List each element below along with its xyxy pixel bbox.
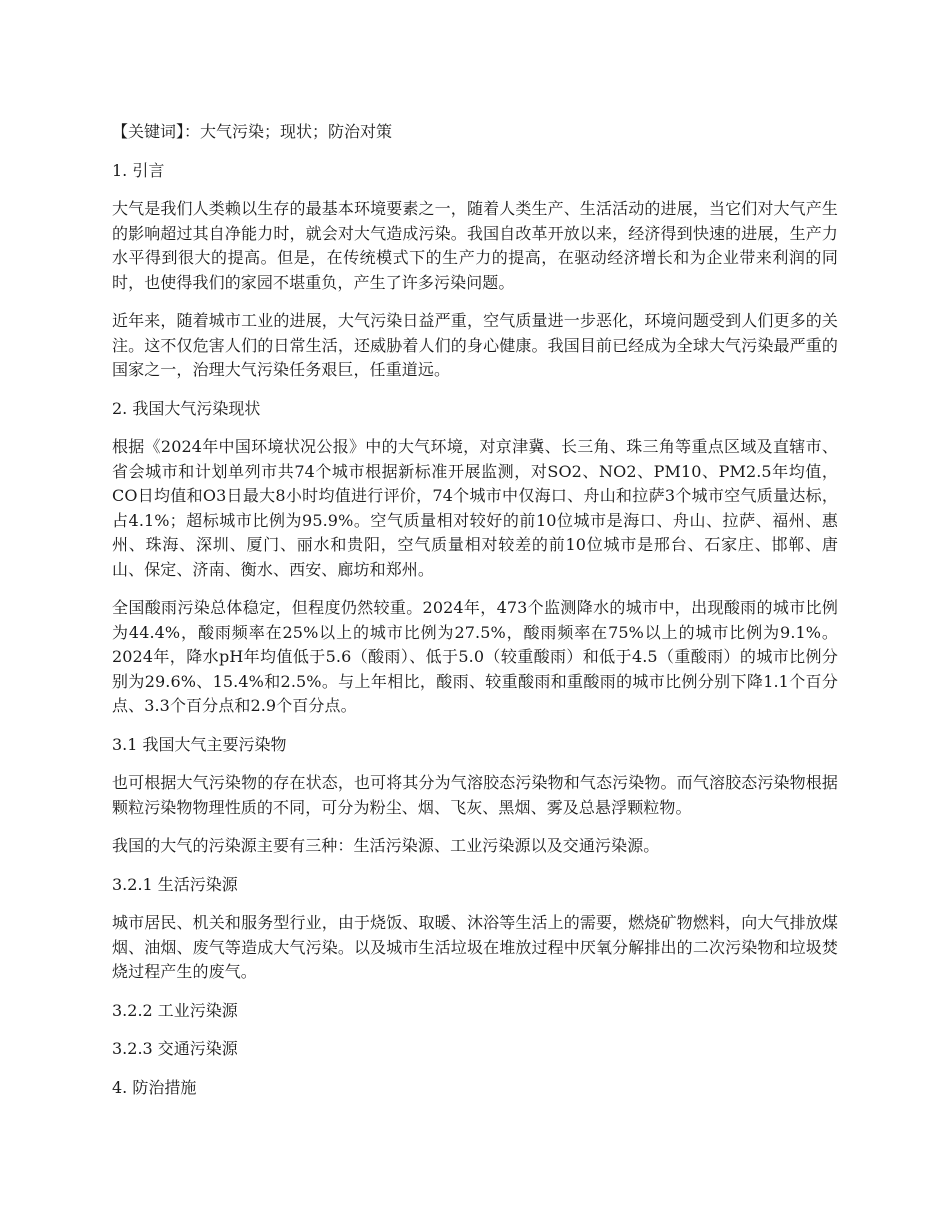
section-heading-industrial-sources: 3.2.2 工业污染源	[112, 1000, 238, 1020]
section-heading-introduction: 1. 引言	[112, 160, 165, 180]
domestic-sources-paragraph: 城市居民、机关和服务型行业，由于烧饭、取暖、沐浴等生活上的需要，燃烧矿物燃料，向大气排放煤烟、油烟、废气等造成大气污染。以及城市生活垃圾在堆放过程中厌氧分解排出的二次污染物和垃圾焚烧过程产生的废气。	[112, 913, 838, 981]
section-heading-main-pollutants: 3.1 我国大气主要污染物	[112, 734, 287, 754]
current-status-paragraph-2: 全国酸雨污染总体稳定，但程度仍然较重。2024年，473个监测降水的城市中，出现酸雨的城市比例为44.4%，酸雨频率在25%以上的城市比例为27.5%，酸雨频率在75%以上的城市比例为9.1%。2024年，降水pH年均值低于5.6（酸雨）、低于5.0（较重酸雨）和低于4.5（重酸雨）的城市比例分别为29.6%、15.4%和2.5%。与上年相比，酸雨、较重酸雨和重酸雨的城市比例分别下降1.1个百分点、3.3个百分点和2.9个百分点。	[112, 598, 838, 715]
section-heading-traffic-sources: 3.2.3 交通污染源	[112, 1039, 238, 1058]
main-pollutants-paragraph-2: 我国的大气的污染源主要有三种：生活污染源、工业污染源以及交通污染源。	[112, 836, 660, 855]
section-heading-current-status: 2. 我国大气污染现状	[112, 398, 261, 418]
introduction-paragraph-2: 近年来，随着城市工业的进展，大气污染日益严重，空气质量进一步恶化，环境问题受到人们更多的关注。这不仅危害人们的日常生活，还威胁着人们的身心健康。我国目前已经成为全球大气污染最严重的国家之一，治理大气污染任务艰巨，任重道远。	[112, 311, 838, 379]
keywords-line: 【关键词】：大气污染；现状；防治对策	[112, 122, 393, 141]
section-heading-domestic-sources: 3.2.1 生活污染源	[112, 874, 238, 894]
section-heading-prevention-measures: 4. 防治措施	[112, 1077, 197, 1097]
introduction-paragraph-1: 大气是我们人类赖以生存的最基本环境要素之一，随着人类生产、生活活动的进展，当它们对大气产生的影响超过其自净能力时，就会对大气造成污染。我国自改革开放以来，经济得到快速的进展，生产力水平得到很大的提高。但是，在传统模式下的生产力的提高，在驱动经济增长和为企业带来利润的同时，也使得我们的家园不堪重负，产生了许多污染问题。	[112, 199, 838, 292]
current-status-paragraph-1: 根据《2024年中国环境状况公报》中的大气环境，对京津冀、长三角、珠三角等重点区域及直辖市、省会城市和计划单列市共74个城市根据新标准开展监测，对SO2、NO2、PM10、PM2.5年均值，CO日均值和O3日最大8小时均值进行评价，74个城市中仅海口、舟山和拉萨3个城市空气质量达标，占4.1%；超标城市比例为95.9%。空气质量相对较好的前10位城市是海口、舟山、拉萨、福州、惠州、珠海、深圳、厦门、丽水和贵阳，空气质量相对较差的前10位城市是邢台、石家庄、邯郸、唐山、保定、济南、衡水、西安、廊坊和郑州。	[112, 437, 838, 579]
main-pollutants-paragraph-1: 也可根据大气污染物的存在状态，也可将其分为气溶胶态污染物和气态污染物。而气溶胶态污染物根据颗粒污染物物理性质的不同，可分为粉尘、烟、飞灰、黑烟、雾及总悬浮颗粒物。	[112, 773, 838, 817]
